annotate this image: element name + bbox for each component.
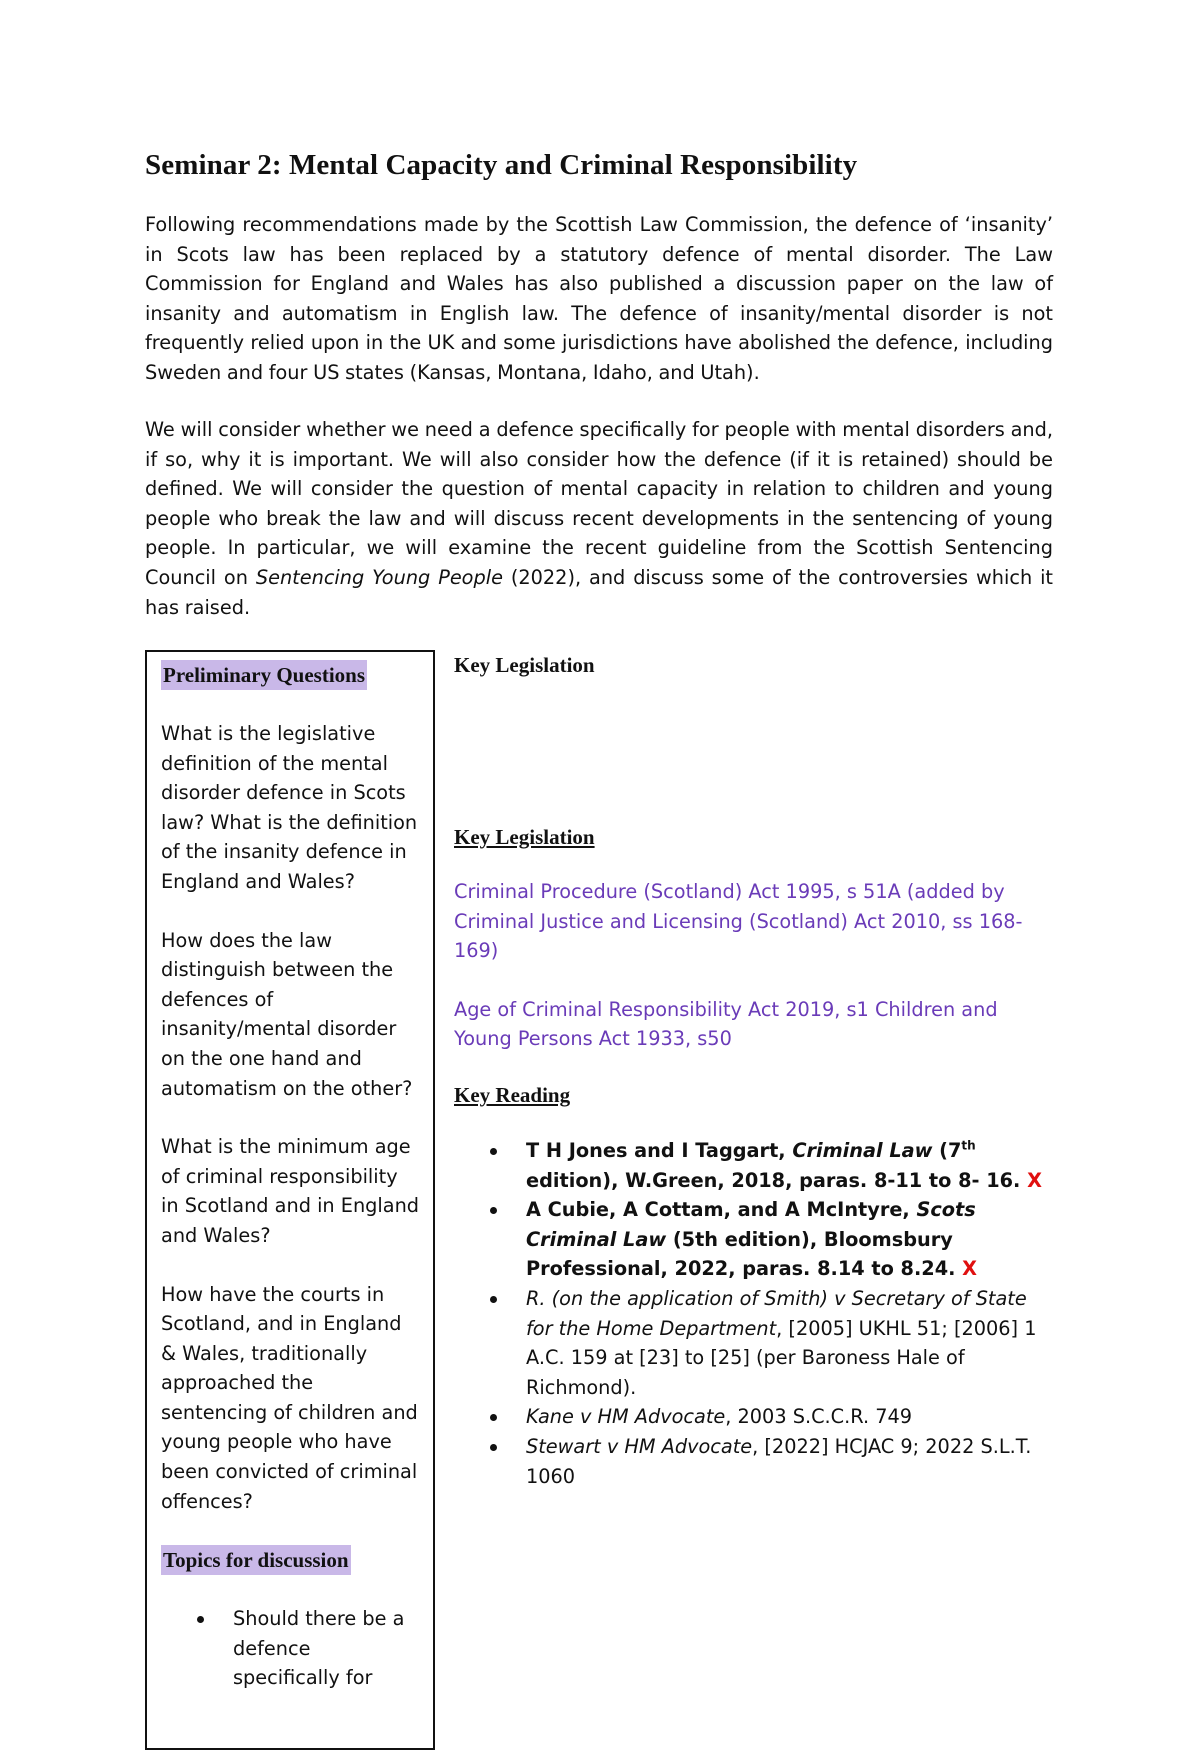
reading-authors: A Cubie, A Cottam, and A McIntyre, bbox=[526, 1198, 917, 1222]
red-x-mark: X bbox=[962, 1257, 978, 1281]
case-name: Stewart v HM Advocate bbox=[526, 1434, 753, 1458]
reading-item bbox=[490, 1284, 1046, 1402]
key-reading-heading: Key Reading bbox=[454, 1082, 571, 1107]
reading-title: Criminal Law bbox=[792, 1138, 933, 1162]
intro-guideline-title: Sentencing Young People bbox=[255, 565, 503, 589]
key-legislation-heading-top: Key Legislation bbox=[454, 653, 595, 677]
preliminary-questions-heading: Preliminary Questions bbox=[161, 660, 367, 690]
intro-paragraph-2-text-b: (2022), and discuss some of the controversies which it has raised. bbox=[145, 565, 1053, 619]
reading-details: edition), W.Green, 2018, paras. 8-11 to 8- 16. bbox=[526, 1168, 1021, 1192]
legislation-link[interactable]: Criminal Procedure (Scotland) Act 1995, s 51A (added by Criminal Justice and Licensing (Scotland) Act 2010, ss 168-169) bbox=[454, 880, 1023, 963]
case-name: R. (on the application of Smith) v Secretary of State for the Home Department bbox=[526, 1286, 1027, 1340]
reading-item bbox=[490, 1195, 1046, 1284]
reading-item bbox=[490, 1432, 1046, 1491]
red-x-mark: X bbox=[1027, 1168, 1042, 1192]
reading-details: (5th edition), Bloomsbury Professional, 2022, paras. 8.14 to 8.24. bbox=[526, 1227, 956, 1281]
case-citation: , [2022] HCJAC 9; 2022 S.L.T. 1060 bbox=[526, 1434, 1032, 1488]
reading-item bbox=[490, 1136, 1046, 1195]
question-item: What is the minimum age of criminal responsibility in Scotland and in England and Wales? bbox=[161, 1135, 420, 1247]
reading-edition: (7 bbox=[932, 1138, 962, 1162]
question-item: What is the legislative definition of the mental disorder defence in Scots law? What is the definition of the insanity defence in England and Wales? bbox=[161, 722, 418, 893]
question-item: How have the courts in Scotland, and in England & Wales, traditionally approached the sentencing of children and young people who have been convicted of criminal offences? bbox=[161, 1282, 418, 1513]
legislation-link[interactable]: Age of Criminal Responsibility Act 2019, s1 Children and Young Persons Act 1933, s50 bbox=[454, 997, 998, 1051]
question-item: How does the law distinguish between the defences of insanity/mental disorder on the one hand and automatism on the other? bbox=[161, 928, 413, 1100]
intro-paragraph-2 bbox=[145, 415, 1053, 622]
case-citation: , 2003 S.C.C.R. 749 bbox=[725, 1405, 913, 1429]
reading-authors: T H Jones and I Taggart, bbox=[526, 1138, 793, 1162]
reading-edition-sup: th bbox=[961, 1138, 976, 1153]
topics-list bbox=[161, 1604, 421, 1693]
case-name: Kane v HM Advocate bbox=[526, 1405, 726, 1429]
topic-item: Should there be a defence specifically for bbox=[197, 1604, 421, 1693]
intro-paragraph-1: Following recommendations made by the Scottish Law Commission, the defence of ‘insanity’ in Scots law has been replaced by a statutory defence of mental disorder. The Law Commission for England and Wales has also published a discussion paper on the law of insanity and automatism in English law. The defence of insanity/mental disorder is not frequently relied upon in the UK and some jurisdictions have abolished the defence, including Sweden and four US states (Kansas, Montana, Idaho, and Utah). bbox=[145, 213, 1053, 384]
key-reading-list bbox=[454, 1136, 1054, 1491]
topics-heading: Topics for discussion bbox=[161, 1545, 351, 1575]
case-citation: , [2005] UKHL 51; [2006] 1 A.C. 159 at [23] to [25] (per Baroness Hale of Richmond). bbox=[526, 1316, 1037, 1399]
intro-paragraph-2-text-a: We will consider whether we need a defence specifically for people with mental disorders and, if so, why it is important. We will also consider how the defence (if it is retained) should be defined. We will consider the question of mental capacity in relation to children and young people who break the law and will discuss recent developments in the sentencing of young people. In particular, we will examine the recent guideline from the Scottish Sentencing Council on bbox=[145, 418, 1053, 589]
reading-title: Scots Criminal Law bbox=[526, 1198, 976, 1251]
right-column bbox=[454, 650, 1054, 1491]
page-title: Seminar 2: Mental Capacity and Criminal Responsibility bbox=[145, 149, 858, 181]
key-legislation-heading: Key Legislation bbox=[454, 825, 595, 849]
preliminary-questions-box bbox=[145, 650, 435, 1750]
reading-item bbox=[490, 1402, 1046, 1432]
